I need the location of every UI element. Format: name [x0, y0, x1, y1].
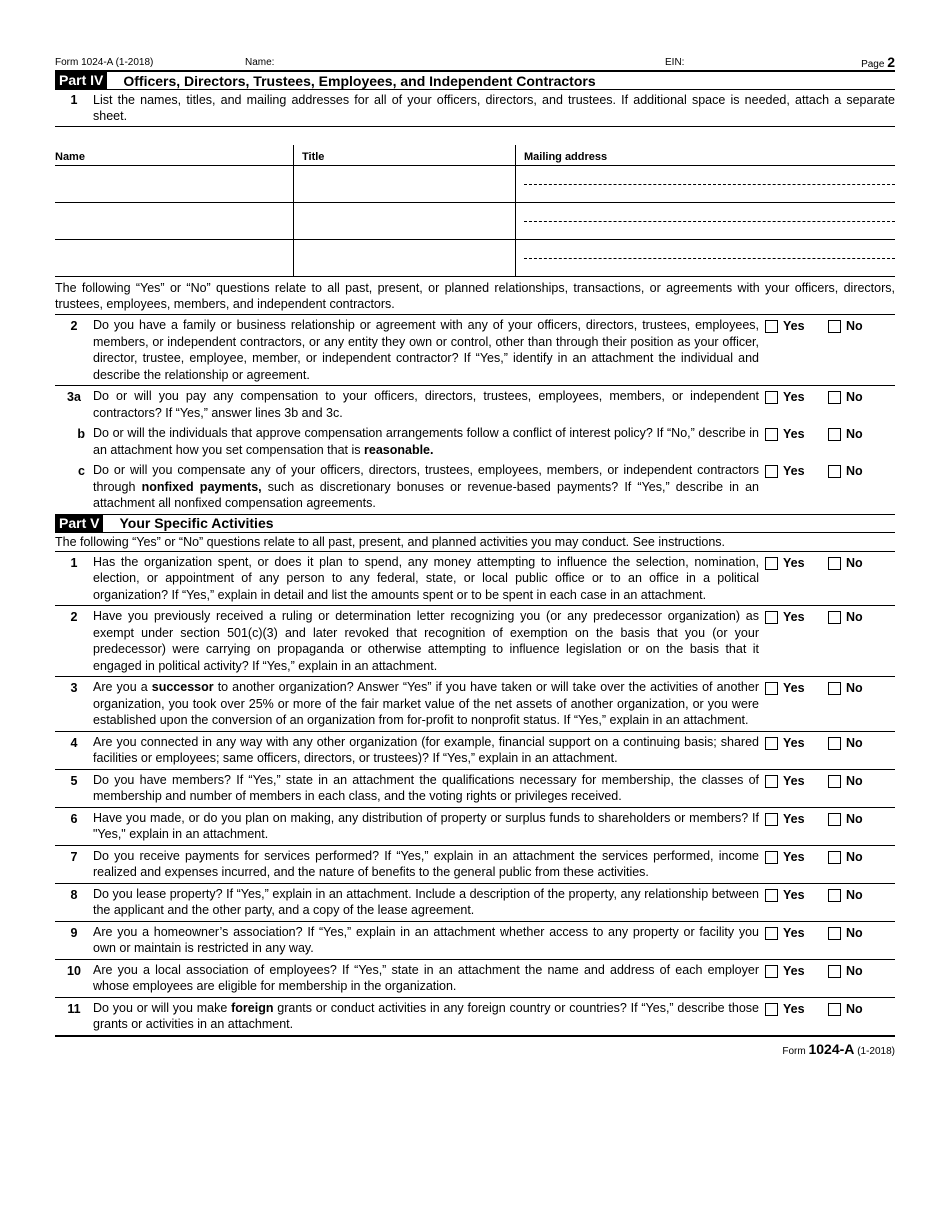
part5-question-7: 7 Do you receive payments for services performed? If “Yes,” explain in an attachment the services performed, income realized and expenses incurred, and the nature of benefits to the general public from these activities. Yes No: [55, 846, 895, 884]
part4-question-3b: b Do or will the individuals that approve compensation arrangements follow a conflict of interest policy? If “No,” describe in an attachment how you set compensation that is reasonable. Yes No: [77, 426, 863, 457]
no-checkbox[interactable]: [828, 465, 841, 478]
part4-title: Officers, Directors, Trustees, Employees, and Independent Contractors: [123, 72, 596, 89]
table-row: [55, 240, 895, 277]
part5-question-2: 2 Have you previously received a ruling or determination letter recognizing you (or any predecessor organization) as exempt under section 501(c)(3) and later revoked that recognition of exemption on the basis that you (or your predecessor) were carrying on propaganda or otherwise attempting to influence legislation or on the basis that it engaged in political activity? If “Yes,” explain in an attachment. Yes No: [55, 606, 895, 677]
yes-checkbox[interactable]: [765, 682, 778, 695]
yes-checkbox[interactable]: [765, 889, 778, 902]
no-checkbox[interactable]: [828, 391, 841, 404]
no-checkbox[interactable]: [828, 611, 841, 624]
no-checkbox[interactable]: [828, 775, 841, 788]
part5-header: [55, 514, 895, 533]
no-checkbox[interactable]: [828, 737, 841, 750]
part5-question-6: 6 Have you made, or do you plan on making, any distribution of property or surplus funds to shareholders or members? If "Yes," explain in an attachment. Yes No: [55, 808, 895, 846]
title-field[interactable]: [294, 240, 516, 277]
col-mailing-address: Mailing address: [516, 145, 896, 166]
part5-question-1: 1 Has the organization spent, or does it plan to spend, any money attempting to influence the selection, nomination, election, or appointment of any person to any federal, state, or local public office or to an office in a political organization? If “Yes,” explain in detail and list the amounts spent or to be spent in each case in an attachment. Yes No: [55, 552, 895, 607]
title-field[interactable]: [294, 166, 516, 203]
form-page: [55, 52, 895, 1057]
yes-checkbox[interactable]: [765, 320, 778, 333]
part4-note: The following “Yes” or “No” questions relate to all past, present, or planned relationships, transactions, or agreements with your officers, directors, trustees, employees, members, and independent contractors.: [55, 277, 895, 315]
no-checkbox[interactable]: [828, 889, 841, 902]
address-field[interactable]: [516, 166, 896, 203]
part4-question-3a: 3a Do or will you pay any compensation to your officers, directors, trustees, employees, members, or independent contractors? If “Yes,” answer lines 3b and 3c. Yes No: [67, 389, 863, 420]
yes-checkbox[interactable]: [765, 557, 778, 570]
yes-checkbox[interactable]: [765, 851, 778, 864]
name-field[interactable]: [55, 203, 294, 240]
table-row: [55, 203, 895, 240]
title-field[interactable]: [294, 203, 516, 240]
part5-question-4: 4 Are you connected in any way with any other organization (for example, financial support on a continuing basis; shared facilities or employees; same officers, directors, or trustees)? If “Yes,” explain in an attachment. Yes No: [55, 732, 895, 770]
table-row: [55, 166, 895, 203]
yes-checkbox[interactable]: [765, 927, 778, 940]
name-field[interactable]: [55, 166, 294, 203]
part5-title: Your Specific Activities: [119, 515, 274, 531]
yes-checkbox[interactable]: [765, 775, 778, 788]
part4-tag: Part IV: [55, 72, 107, 89]
part5-question-9: 9 Are you a homeowner’s association? If “Yes,” explain in an attachment whether access to any property or facility you own or maintain is restricted in any way. Yes No: [55, 922, 895, 960]
no-checkbox[interactable]: [828, 813, 841, 826]
col-name: Name: [55, 145, 294, 166]
address-field[interactable]: [516, 203, 896, 240]
yes-checkbox[interactable]: [765, 965, 778, 978]
officers-table: [55, 145, 895, 277]
part5-question-3: 3 Are you a successor to another organization? Answer “Yes” if you have taken or will take over the activities of another organization, you took over 25% or more of the fair market value of the net assets of another organization, or you were established upon the conversion of an organization from for-profit to nonprofit status. If “Yes,” explain in an attachment. Yes No: [55, 677, 895, 732]
no-checkbox[interactable]: [828, 927, 841, 940]
page-header: [55, 52, 895, 70]
yes-checkbox[interactable]: [765, 1003, 778, 1016]
name-label: Name:: [245, 57, 275, 68]
no-checkbox[interactable]: [828, 320, 841, 333]
page-number: Page 2: [861, 54, 895, 70]
part5-question-8: 8 Do you lease property? If “Yes,” explain in an attachment. Include a description of the property, any relationship between the applicant and the other party, and a copy of the lease agreement. Yes No: [55, 884, 895, 922]
part5-question-5: 5 Do you have members? If “Yes,” state in an attachment the qualifications necessary for membership, the classes of membership and number of members in each class, and the voting rights or privileges received. Yes No: [55, 770, 895, 808]
name-field[interactable]: [55, 240, 294, 277]
yes-checkbox[interactable]: [765, 465, 778, 478]
yes-checkbox[interactable]: [765, 611, 778, 624]
part5-tag: Part V: [55, 515, 103, 532]
part4-header: [55, 70, 895, 90]
no-checkbox[interactable]: [828, 428, 841, 441]
part4-question-2: 2 Do you have a family or business relationship or agreement with any of your officers, directors, trustees, employees, members, or independent contractors, or any entity they own or control, other than through their position as your officer, director, trustee, employee, member, or independent contractor? If “Yes,” identify in an attachment the individual and describe the relationship or agreement. Yes No: [55, 315, 895, 386]
form-id: Form 1024-A (1-2018): [55, 57, 154, 68]
part5-question-11: 11 Do you or will you make foreign grants or conduct activities in any foreign country or countries? If “Yes,” describe those grants or activities in an attachment. Yes No: [55, 998, 895, 1037]
no-checkbox[interactable]: [828, 965, 841, 978]
no-checkbox[interactable]: [828, 1003, 841, 1016]
part4-question-1: 1 List the names, titles, and mailing addresses for all of your officers, directors, and trustees. If additional space is needed, attach a separate sheet.: [55, 90, 895, 127]
part4-question-3c: c Do or will you compensate any of your officers, directors, trustees, employees, members, or independent contractors through nonfixed payments, such as discretionary bonuses or revenue-based payments? If “Yes,” describe in an attachment all nonfixed compensation agreements. Yes No: [78, 463, 863, 510]
yes-checkbox[interactable]: [765, 428, 778, 441]
yes-checkbox[interactable]: [765, 737, 778, 750]
part5-question-10: 10 Are you a local association of employees? If “Yes,” state in an attachment the name and address of each employer whose employees are eligible for membership in the organization. Yes No: [55, 960, 895, 998]
page-footer: Form 1024-A (1-2018): [782, 1040, 895, 1057]
yes-checkbox[interactable]: [765, 391, 778, 404]
no-checkbox[interactable]: [828, 557, 841, 570]
yes-checkbox[interactable]: [765, 813, 778, 826]
col-title: Title: [294, 145, 516, 166]
ein-label: EIN:: [665, 57, 685, 68]
part5-intro: The following “Yes” or “No” questions relate to all past, present, and planned activities you may conduct. See instructions.: [55, 533, 895, 552]
address-field[interactable]: [516, 240, 896, 277]
no-checkbox[interactable]: [828, 682, 841, 695]
no-checkbox[interactable]: [828, 851, 841, 864]
